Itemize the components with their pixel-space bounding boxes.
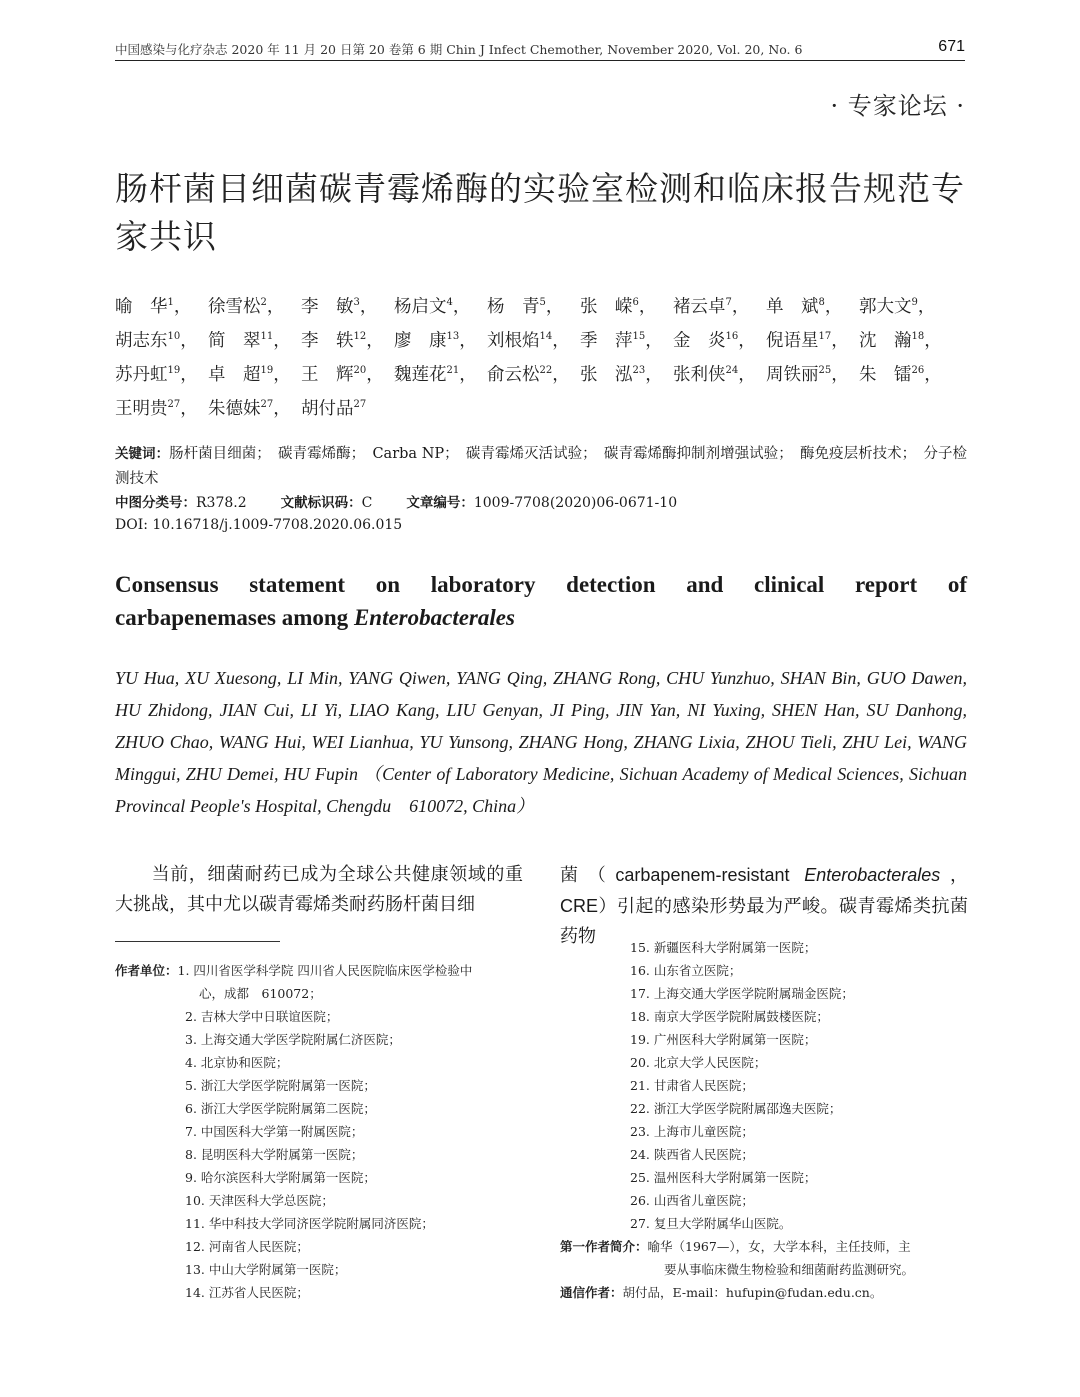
keywords-text: 肠杆菌目细菌； 碳青霉烯酶； Carba NP； 碳青霉烯灭活试验； 碳青霉烯酶抑制剂增强试验； 酶免疫层析技术； 分子检测技术 (115, 446, 968, 487)
author-name: 魏莲花 (394, 365, 447, 385)
body-right-part-c: Enterobacterales (804, 865, 941, 885)
author-affiliation-mark: 26 (911, 365, 925, 376)
author-name: 廖 康 (394, 331, 447, 351)
author-affiliation-mark: 3 (353, 297, 360, 308)
unit-item: 7. 中国医科大学第一附属医院； (185, 1124, 364, 1139)
author-name: 沈 瀚 (859, 331, 912, 351)
author-item: 沈 瀚$^{18}$， (859, 331, 942, 351)
author-item: 刘根焰$^{14}$， (487, 331, 570, 351)
author-affiliation-mark: 20 (353, 365, 367, 376)
author-affiliation-mark: 19 (167, 365, 181, 376)
author-name: 朱德妹 (208, 399, 261, 419)
author-affiliation-mark: 25 (818, 365, 832, 376)
unit-item: 21. 甘肃省人民医院； (630, 1078, 754, 1093)
author-item: 朱 镭$^{26}$， (859, 365, 942, 385)
author-affiliation-mark: 13 (446, 331, 460, 342)
unit-item: 18. 南京大学医学院附属鼓楼医院； (630, 1009, 829, 1024)
author-affiliation-mark: 22 (539, 365, 553, 376)
unit-item: 15. 新疆医科大学附属第一医院； (630, 940, 817, 955)
author-item: 朱德妹$^{27}$， (208, 399, 291, 419)
body-right-part-b: carbapenem-resistant (615, 865, 805, 885)
author-affiliation-mark: 12 (353, 331, 367, 342)
unit-item: 11. 华中科技大学同济医学院附属同济医院； (185, 1216, 434, 1231)
unit-item: 25. 温州医科大学附属第一医院； (630, 1170, 817, 1185)
author-name: 李 轶 (301, 331, 354, 351)
author-name: 朱 镭 (859, 365, 912, 385)
author-name: 杨 青 (487, 297, 540, 317)
unit-item: 5. 浙江大学医学院附属第一医院； (185, 1078, 376, 1093)
author-affiliation-mark: 5 (539, 297, 546, 308)
author-item: 杨启文$^4$， (394, 297, 471, 317)
author-name: 金 炎 (673, 331, 726, 351)
author-name: 胡付品 (301, 399, 354, 419)
keywords-label: 关键词： (115, 446, 170, 462)
author-item: 喻 华$^1$， (115, 297, 192, 317)
author-item: 徐雪松$^2$， (208, 297, 285, 317)
author-affiliation-mark: 16 (725, 331, 739, 342)
article-no-label: 文章编号： (406, 495, 474, 511)
author-item: 金 炎$^{16}$， (673, 331, 756, 351)
author-list-en (115, 662, 967, 822)
running-header (115, 38, 965, 61)
author-name: 郭大文 (859, 297, 912, 317)
authors-en-names: YU Hua, XU Xuesong, LI Min, YANG Qiwen, YANG Qing, ZHANG Rong, CHU Yunzhuo, SHAN Bin, GUO Dawen, HU Zhidong, JIAN Cui, LI Yi, LIAO Kang, LIU Genyan, JI Ping, JIN Yan, NI Yuxing, SHEN Han, SU Danhong, ZHUO Chao, WANG Hui, WEI Lianhua, YU Yunsong, ZHANG Hong, ZHANG Lixia, ZHOU Tieli, ZHU Lei, WANG Minggui, ZHU Demei, HU Fupin (115, 668, 967, 784)
author-item: 张 泓$^{23}$， (580, 365, 663, 385)
author-affiliation-mark: 17 (818, 331, 832, 342)
author-affiliation-mark: 2 (260, 297, 267, 308)
first-author-label: 第一作者简介： (560, 1239, 648, 1254)
author-list-cn (115, 288, 975, 424)
keywords (115, 442, 967, 492)
unit-item: 4. 北京协和医院； (185, 1055, 289, 1070)
unit-item: 13. 中山大学附属第一医院； (185, 1262, 347, 1277)
author-name: 简 翠 (208, 331, 261, 351)
author-name: 胡志东 (115, 331, 168, 351)
author-name: 倪语星 (766, 331, 819, 351)
author-item: 季 萍$^{15}$， (580, 331, 663, 351)
author-item: 廖 康$^{13}$， (394, 331, 477, 351)
body-text-left (115, 860, 523, 920)
author-affiliation-mark: 15 (632, 331, 646, 342)
unit-item: 3. 上海交通大学医学院附属仁济医院； (185, 1032, 401, 1047)
article-title-cn: 肠杆菌目细菌碳青霉烯酶的实验室检测和临床报告规范专家共识 (115, 169, 965, 256)
author-item: 王 辉$^{20}$， (301, 365, 384, 385)
author-item: 李 轶$^{12}$， (301, 331, 384, 351)
author-name: 张利侠 (673, 365, 726, 385)
unit-item: 10. 天津医科大学总医院； (185, 1193, 334, 1208)
unit-item: 2. 吉林大学中日联谊医院； (185, 1009, 339, 1024)
title-en-italic: Enterobacterales (353, 605, 515, 630)
first-author-line1: 喻华（1967—），女，大学本科，主任技师，主 (647, 1239, 911, 1254)
author-affiliation-mark: 27 (353, 399, 367, 410)
body-right-part-d: ， CRE） (560, 865, 968, 916)
units-label: 作者单位： (115, 963, 178, 978)
author-item: 倪语星$^{17}$， (766, 331, 849, 351)
corresponding-author: 胡付品，E-mail：hufupin@fudan.edu.cn。 (622, 1285, 883, 1300)
unit-item: 27. 复旦大学附属华山医院。 (630, 1216, 792, 1231)
author-item: 单 斌$^8$， (766, 297, 843, 317)
body-left-text: 当前，细菌耐药已成为全球公共健康领域的重大挑战，其中尤以碳青霉烯类耐药肠杆菌目细 (115, 864, 523, 915)
unit-item: 26. 山西省儿童医院； (630, 1193, 754, 1208)
author-item: 简 翠$^{11}$， (208, 331, 291, 351)
classification-value: R378.2 (196, 495, 247, 511)
author-name: 单 斌 (766, 297, 819, 317)
author-name: 喻 华 (115, 297, 168, 317)
title-en-line1: Consensus statement on laboratory detection and clinical report of (115, 572, 967, 597)
doc-code-value: C (361, 495, 373, 511)
page-number: 671 (938, 38, 965, 55)
unit-item: 22. 浙江大学医学院附属邵逸夫医院； (630, 1101, 842, 1116)
author-name: 杨启文 (394, 297, 447, 317)
author-name: 张 嵘 (580, 297, 633, 317)
unit-item: 23. 上海市儿童医院； (630, 1124, 754, 1139)
author-name: 苏丹虹 (115, 365, 168, 385)
author-item: 王明贵$^{27}$， (115, 399, 198, 419)
author-item: 张 嵘$^6$， (580, 297, 657, 317)
author-item: 郭大文$^9$， (859, 297, 936, 317)
unit-item: 8. 昆明医科大学附属第一医院； (185, 1147, 364, 1162)
doc-code-label: 文献标识码： (280, 495, 362, 511)
author-item: 魏莲花$^{21}$， (394, 365, 477, 385)
author-item: 苏丹虹$^{19}$， (115, 365, 198, 385)
author-name: 俞云松 (487, 365, 540, 385)
author-name: 张 泓 (580, 365, 633, 385)
body-right-part-a: 菌（ (560, 865, 616, 886)
author-item: 俞云松$^{22}$， (487, 365, 570, 385)
author-affiliation-mark: 18 (911, 331, 925, 342)
author-affiliation-mark: 4 (446, 297, 453, 308)
column-title: · 专家论坛 · (830, 92, 965, 120)
classification-line (115, 491, 677, 511)
author-affiliation-mark: 21 (446, 365, 460, 376)
unit-item: 1. 四川省医学科学院 四川省人民医院临床医学检验中 (177, 963, 473, 978)
unit-item: 19. 广州医科大学附属第一医院； (630, 1032, 817, 1047)
author-item: 李 敏$^3$， (301, 297, 378, 317)
author-name: 卓 超 (208, 365, 261, 385)
body-right-part-e: 引起的感染形势最为严峻。碳青霉烯类抗菌药物 (560, 896, 968, 947)
author-affiliation-mark: 6 (632, 297, 639, 308)
first-author-line2: 要从事临床微生物检验和细菌耐药监测研究。 (664, 1262, 915, 1277)
article-no-value: 1009-7708(2020)06-0671-10 (473, 495, 678, 511)
author-affiliation-mark: 27 (167, 399, 181, 410)
author-affiliation-mark: 1 (167, 297, 174, 308)
author-name: 王明贵 (115, 399, 168, 419)
author-affiliation-mark: 14 (539, 331, 553, 342)
author-name: 周铁丽 (766, 365, 819, 385)
unit-item: 心，成都 610072； (199, 986, 322, 1001)
footnote-divider (115, 941, 280, 942)
unit-item: 24. 陕西省人民医院； (630, 1147, 754, 1162)
author-name: 徐雪松 (208, 297, 261, 317)
author-name: 李 敏 (301, 297, 354, 317)
author-affiliation-mark: 10 (167, 331, 181, 342)
classification-label: 中图分类号： (115, 495, 196, 511)
unit-item: 16. 山东省立医院； (630, 963, 742, 978)
author-item: 杨 青$^5$， (487, 297, 564, 317)
author-item (301, 390, 394, 424)
author-affiliation-mark: 11 (260, 331, 274, 342)
author-name: 季 萍 (580, 331, 633, 351)
unit-item: 17. 上海交通大学医学院附属瑞金医院； (630, 986, 854, 1001)
author-item: 胡志东$^{10}$， (115, 331, 198, 351)
author-affiliation-mark: 9 (911, 297, 918, 308)
unit-item: 20. 北京大学人民医院； (630, 1055, 767, 1070)
doi: DOI: 10.16718/j.1009-7708.2020.06.015 (115, 517, 403, 533)
journal-citation: 中国感染与化疗杂志 2020 年 11 月 20 日第 20 卷第 6 期 Chin J Infect Chemother, November 2020, Vol. 20, No. 6 (115, 42, 803, 57)
unit-item: 9. 哈尔滨医科大学附属第一医院； (185, 1170, 376, 1185)
author-name: 褚云卓 (673, 297, 726, 317)
author-affiliation-mark: 27 (260, 399, 274, 410)
unit-item: 6. 浙江大学医学院附属第二医院； (185, 1101, 376, 1116)
author-item: 张利侠$^{24}$， (673, 365, 756, 385)
author-item: 褚云卓$^7$， (673, 297, 750, 317)
title-en-line2: carbapenemases among (115, 605, 354, 630)
author-item: 周铁丽$^{25}$， (766, 365, 849, 385)
author-affiliation-mark: 24 (725, 365, 739, 376)
unit-item: 12. 河南省人民医院； (185, 1239, 309, 1254)
unit-item: 14. 江苏省人民医院； (185, 1285, 309, 1300)
author-affiliation-mark: 23 (632, 365, 646, 376)
footnotes-right (560, 936, 970, 1304)
footnotes-left (115, 959, 545, 1304)
author-name: 刘根焰 (487, 331, 540, 351)
author-affiliation-mark: 7 (725, 297, 732, 308)
author-item: 卓 超$^{19}$， (208, 365, 291, 385)
corresponding-label: 通信作者： (560, 1285, 623, 1300)
author-affiliation-mark: 19 (260, 365, 274, 376)
author-affiliation-mark: 8 (818, 297, 825, 308)
article-title-en (115, 568, 967, 634)
author-name: 王 辉 (301, 365, 354, 385)
affiliation-en: （Center of Laboratory Medicine, Sichuan Academy of Medical Sciences, Sichuan Provincal People's Hospital, Chengdu 610072, China） (115, 764, 967, 816)
